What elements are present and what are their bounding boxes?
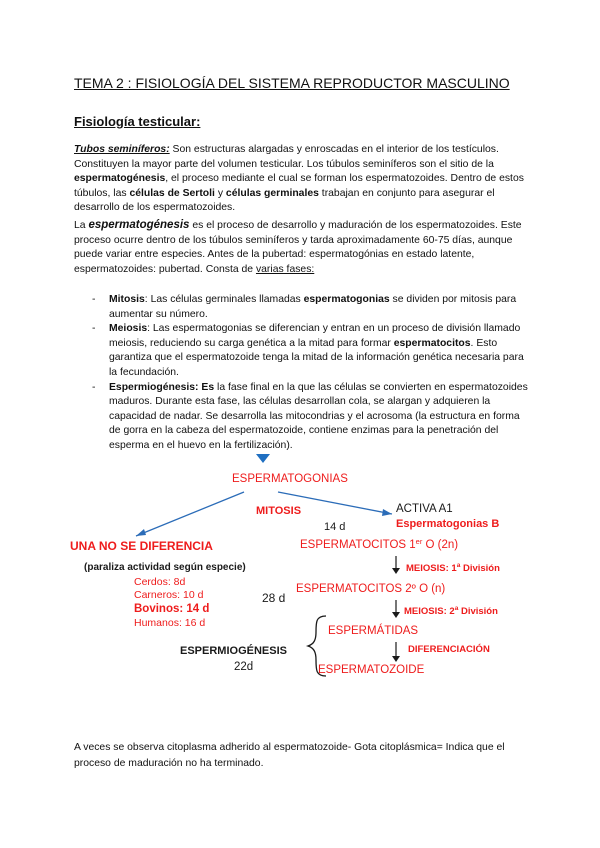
term-tubos-seminiferos: Tubos seminíferos: xyxy=(74,144,170,155)
species-carneros: Carneros: 10 d xyxy=(134,589,204,601)
bold-term-espermatogenesis: espermatogénesis xyxy=(74,173,166,185)
arrowhead-down-icon xyxy=(392,656,400,662)
list-item-mitosis: - Mitosis: Las células germinales llamadas espermatogonias se dividen por mitosis para aumentar su número. xyxy=(92,294,517,320)
label-meiosis-2: MEIOSIS: 2$^a$ División xyxy=(404,605,498,617)
text-run: trabajan en conjunto para asegurar el desarrollo de los espermatozoides. xyxy=(74,187,495,214)
label-diferenciacion: DIFERENCIACIÓN xyxy=(408,644,490,655)
arrowhead-right-icon xyxy=(382,509,392,516)
node-espermatocitos-2: ESPERMATOCITOS 2º O (n) xyxy=(296,583,446,595)
species-humanos: Humanos: 16 d xyxy=(134,617,206,629)
underlined-phrase: varias fases: xyxy=(255,263,315,275)
branch-arrow-left xyxy=(136,492,244,536)
species-cerdos: Cerdos: 8d xyxy=(134,576,186,588)
phase-name: Meiosis xyxy=(109,323,148,335)
text-run: , el proceso mediante el cual se forman los espermatozoides. Dentro de estos túbulos, las xyxy=(74,173,524,199)
text-run: y xyxy=(214,187,226,199)
text-run: La xyxy=(74,220,89,231)
list-item-meiosis: - Meiosis: Las espermatogonias se diferencian y entran en un proceso de división llamado meiosis, reduciendo su carga genética a la mitad para formar espermatocitos. Esto garantiza que el espermatozoide tenga la mitad de la información genética necesaria para la fecundación. xyxy=(92,323,524,378)
bold-term: espermatogonias xyxy=(303,294,390,305)
section-subtitle: Fisiología testicular: xyxy=(74,114,201,129)
bold-term-sertoli: células de Sertoli xyxy=(129,187,215,199)
phase-name: Espermiogénesis: xyxy=(109,381,199,393)
text-run: Son estructuras alargadas y enroscadas en el interior de los testículos. Constituyen la mayor parte del volumen testicular. Los túbulos seminíferos son el sitio de la xyxy=(74,144,499,170)
node-espermatocitos-1: ESPERMATOCITOS 1er O (2n) xyxy=(300,537,459,551)
phases-list xyxy=(92,293,532,454)
label-mitosis-days: 14 d xyxy=(324,521,346,533)
document-title: TEMA 2 : FISIOLOGÍA DEL SISTEMA REPRODUCTOR MASCULINO xyxy=(74,75,510,91)
text-run: la fase final en la que las células se convierten en espermatozoides maduros. Durante esta fase, las células desarrollan cola, se alargan y adquieren la capacidad de nadar. Se desarrolla las mitocondrias y el acrosoma (la estructura en forma de gorra en la cabeza del espermatozoide, contiene enzimas para la penetración del esperma en el huevo en la fertilización). xyxy=(109,381,528,451)
arrowhead-down-icon xyxy=(392,568,400,574)
node-activa-a1: ACTIVA A1 xyxy=(396,503,453,515)
text-run: se dividen por mitosis para aumentar su número. xyxy=(109,294,517,320)
label-mitosis: MITOSIS xyxy=(256,505,302,517)
label-paraliza: (paraliza actividad según especie) xyxy=(84,562,246,573)
paragraph-espermatogenesis xyxy=(74,218,532,277)
label-meiosis-1: MEIOSIS: 1$^a$ División xyxy=(406,562,500,574)
bold-term-germinales: células germinales xyxy=(225,187,319,199)
marker-triangle-icon xyxy=(256,454,270,463)
bold-term: Es xyxy=(201,381,215,393)
text-run: es el proceso de desarrollo y maduración de los espermatozoides. Este proceso ocurre dentro de los túbulos seminíferos y tarda aproximadamente 60-75 días, aunque puede variar entre especies. Antes de la pubertad: espermatogónias en estado latente, espermatozoides: pubertad. Consta de xyxy=(74,220,522,275)
node-una-no-se-diferencia: UNA NO SE DIFERENCIA xyxy=(70,539,213,553)
list-item-espermiogenesis: - Espermiogénesis: Es la fase final en la que las células se convierten en espermatozoides maduros. Durante esta fase, las células desarrollan cola, se alargan y adquieren la capacidad de nadar. Se desarrolla las mitocondrias y el acrosoma (la estructura en forma de gorra en la cabeza del espermatozoide, contiene enzimas para la penetración del esperma en el huevo en la fertilización). xyxy=(92,381,528,451)
node-espermatogonias: ESPERMATOGONIAS xyxy=(232,473,348,485)
node-espermatogonias-b: Espermatogonias B xyxy=(396,518,500,530)
text-run: : Las espermatogonias se diferencian y entran en un proceso de división llamado meiosis, reduciendo su carga genética a la mitad para formar xyxy=(109,323,521,349)
phase-name: Mitosis xyxy=(109,294,145,305)
bold-term: espermatocitos xyxy=(393,337,471,349)
term-espermatogenesis: espermatogénesis xyxy=(88,219,190,231)
node-espermiogenesis: ESPERMIOGÉNESIS xyxy=(180,645,287,657)
arrowhead-left-icon xyxy=(136,529,146,536)
text-run: . Esto garantiza que el espermatozoide tenga la mitad de la información genética necesaria para la fecundación. xyxy=(109,337,524,378)
paragraph-gota-citoplasmica: A veces se observa citoplasma adherido al espermatozoide- Gota citoplásmica= Indica que el proceso de maduración no ha terminado. xyxy=(74,742,505,769)
espermatogenesis-diagram xyxy=(66,452,532,680)
text-run: : Las células germinales llamadas xyxy=(144,294,304,305)
node-espermatidas: ESPERMÁTIDAS xyxy=(328,625,419,637)
label-total-days: 28 d xyxy=(262,591,286,605)
species-bovinos: Bovinos: 14 d xyxy=(134,603,210,615)
arrowhead-down-icon xyxy=(392,612,400,618)
label-espermiogenesis-days: 22d xyxy=(234,661,254,673)
paragraph-tubos-seminiferos xyxy=(74,143,532,216)
node-espermatozoide: ESPERMATOZOIDE xyxy=(318,664,425,676)
